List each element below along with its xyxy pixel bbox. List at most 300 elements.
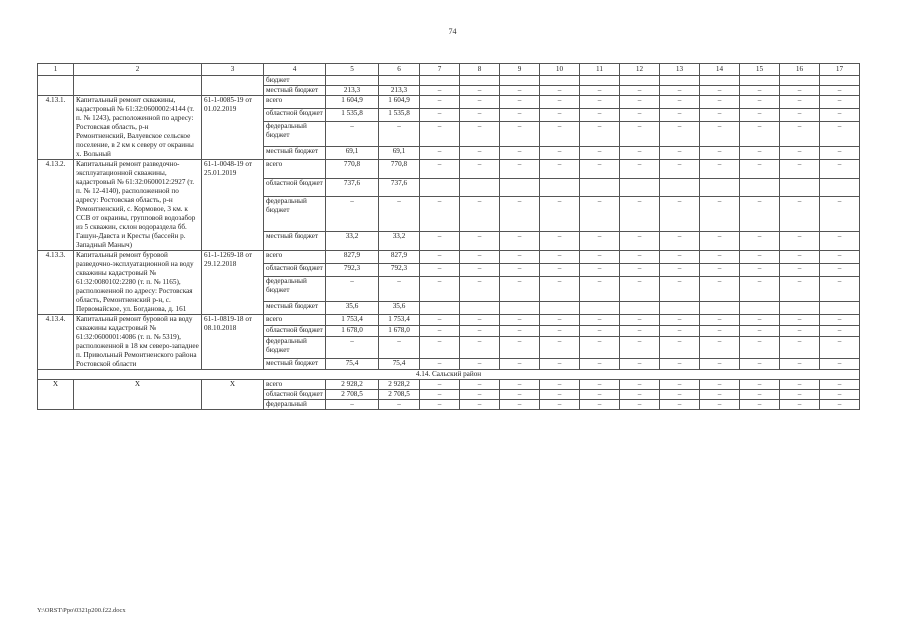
funding-source: местный бюджет — [264, 86, 326, 96]
year-value: – — [540, 400, 580, 410]
year-value — [540, 76, 580, 86]
year-value: – — [740, 390, 780, 400]
year-value: – — [580, 264, 620, 277]
year-value: – — [500, 315, 540, 326]
funding-source: всего — [264, 251, 326, 264]
year-value: – — [420, 160, 460, 179]
column-number-header: 1 — [38, 64, 74, 76]
year-value: – — [660, 86, 700, 96]
year-value: – — [540, 86, 580, 96]
year-value: – — [420, 315, 460, 326]
year-value: – — [620, 122, 660, 147]
year-value: – — [500, 109, 540, 122]
year-value: – — [620, 96, 660, 109]
expertise-document: Х — [202, 380, 264, 410]
total-value: 213,3 — [326, 86, 379, 96]
year-value: – — [460, 232, 500, 251]
column-number-header: 9 — [500, 64, 540, 76]
year-value: – — [820, 251, 860, 264]
year-value: – — [780, 337, 820, 358]
year-value: – — [540, 358, 580, 369]
year-value: – — [420, 232, 460, 251]
year-value — [660, 76, 700, 86]
year-value: 33,2 — [379, 232, 420, 251]
total-value — [326, 76, 379, 86]
year-value: – — [460, 337, 500, 358]
year-value: – — [580, 96, 620, 109]
year-value: – — [740, 380, 780, 390]
year-value: – — [820, 315, 860, 326]
total-value: 33,2 — [326, 232, 379, 251]
year-value: – — [660, 122, 700, 147]
funding-source: областной бюджет — [264, 326, 326, 337]
year-value: – — [660, 315, 700, 326]
year-value: – — [740, 326, 780, 337]
year-value: – — [820, 160, 860, 179]
year-value: – — [500, 232, 540, 251]
year-value: – — [580, 197, 620, 232]
year-value: – — [700, 264, 740, 277]
year-value — [740, 178, 780, 197]
year-value: – — [620, 86, 660, 96]
year-value: – — [460, 358, 500, 369]
total-value: 2 928,2 — [326, 380, 379, 390]
year-value — [660, 301, 700, 314]
funding-source: всего — [264, 315, 326, 326]
year-value: 35,6 — [379, 301, 420, 314]
year-value — [540, 178, 580, 197]
year-value — [420, 301, 460, 314]
column-number-header: 11 — [580, 64, 620, 76]
funding-source: местный бюджет — [264, 301, 326, 314]
year-value: 69,1 — [379, 146, 420, 159]
year-value — [540, 301, 580, 314]
year-value: – — [700, 109, 740, 122]
year-value: – — [620, 337, 660, 358]
year-value: – — [700, 251, 740, 264]
column-number-header: 10 — [540, 64, 580, 76]
year-value: 2 928,2 — [379, 380, 420, 390]
year-value: – — [780, 96, 820, 109]
year-value: 1 753,4 — [379, 315, 420, 326]
year-value: – — [740, 109, 780, 122]
year-value: – — [780, 146, 820, 159]
total-value: 1 604,9 — [326, 96, 379, 109]
year-value: – — [780, 358, 820, 369]
column-number-header: 3 — [202, 64, 264, 76]
year-value: – — [420, 197, 460, 232]
year-value: – — [780, 315, 820, 326]
total-value: 1 535,8 — [326, 109, 379, 122]
funding-source: областной бюджет — [264, 109, 326, 122]
year-value: – — [820, 358, 860, 369]
year-value: 2 708,5 — [379, 390, 420, 400]
year-value: – — [620, 315, 660, 326]
column-number-header: 12 — [620, 64, 660, 76]
year-value: – — [700, 197, 740, 232]
year-value: – — [420, 358, 460, 369]
item-number: 4.13.4. — [38, 315, 74, 370]
column-number-header: 4 — [264, 64, 326, 76]
year-value — [460, 301, 500, 314]
year-value: – — [500, 337, 540, 358]
table-row — [38, 380, 860, 390]
year-value: – — [580, 232, 620, 251]
year-value: – — [580, 109, 620, 122]
year-value: – — [580, 122, 620, 147]
year-value: – — [580, 315, 620, 326]
table-row — [38, 76, 860, 86]
column-number-header: 8 — [460, 64, 500, 76]
year-value: – — [580, 326, 620, 337]
item-number: Х — [38, 380, 74, 410]
year-value — [780, 76, 820, 86]
year-value: – — [780, 232, 820, 251]
year-value: – — [660, 400, 700, 410]
year-value: – — [460, 109, 500, 122]
year-value: – — [740, 264, 780, 277]
funding-source: местный бюджет — [264, 358, 326, 369]
year-value — [500, 76, 540, 86]
year-value — [500, 301, 540, 314]
funding-source: всего — [264, 160, 326, 179]
year-value: – — [540, 326, 580, 337]
year-value: – — [420, 390, 460, 400]
year-value: – — [620, 400, 660, 410]
funding-source: местный бюджет — [264, 146, 326, 159]
year-value: – — [780, 264, 820, 277]
total-value: 792,3 — [326, 264, 379, 277]
year-value — [620, 301, 660, 314]
year-value — [500, 178, 540, 197]
year-value: – — [620, 146, 660, 159]
year-value: 827,9 — [379, 251, 420, 264]
funding-source: всего — [264, 96, 326, 109]
year-value — [780, 301, 820, 314]
year-value: – — [820, 380, 860, 390]
year-value: – — [740, 315, 780, 326]
year-value: – — [500, 160, 540, 179]
year-value: – — [620, 109, 660, 122]
page-number: 74 — [448, 27, 457, 36]
year-value: – — [620, 197, 660, 232]
column-number-header: 5 — [326, 64, 379, 76]
year-value: – — [379, 122, 420, 147]
year-value: – — [500, 86, 540, 96]
year-value: – — [660, 232, 700, 251]
year-value: – — [580, 277, 620, 302]
year-value: – — [700, 315, 740, 326]
year-value: – — [700, 160, 740, 179]
item-description: Х — [74, 380, 202, 410]
year-value: – — [700, 390, 740, 400]
file-path-footer: Y:\ORST\Ppo\0321p200.f22.docx — [37, 607, 126, 614]
year-value — [580, 76, 620, 86]
funding-source: всего — [264, 380, 326, 390]
year-value: – — [420, 122, 460, 147]
funding-source: бюджет — [264, 76, 326, 86]
total-value: 75,4 — [326, 358, 379, 369]
year-value: – — [700, 358, 740, 369]
item-number: 4.13.3. — [38, 251, 74, 315]
year-value: – — [379, 277, 420, 302]
year-value: – — [620, 160, 660, 179]
item-number: 4.13.1. — [38, 96, 74, 160]
funding-source: федеральный бюджет — [264, 277, 326, 302]
year-value: – — [540, 197, 580, 232]
year-value: – — [660, 109, 700, 122]
year-value: – — [780, 380, 820, 390]
column-number-header: 15 — [740, 64, 780, 76]
year-value: – — [780, 277, 820, 302]
total-value: 1 753,4 — [326, 315, 379, 326]
year-value: – — [660, 251, 700, 264]
year-value: – — [420, 277, 460, 302]
total-value: 35,6 — [326, 301, 379, 314]
year-value — [740, 301, 780, 314]
year-value: – — [780, 122, 820, 147]
year-value: – — [580, 400, 620, 410]
total-value: 2 708,5 — [326, 390, 379, 400]
year-value: – — [540, 160, 580, 179]
year-value: – — [420, 86, 460, 96]
year-value: – — [460, 380, 500, 390]
year-value: – — [820, 122, 860, 147]
year-value: – — [580, 390, 620, 400]
year-value: – — [820, 232, 860, 251]
year-value: – — [740, 232, 780, 251]
year-value: – — [460, 264, 500, 277]
year-value: – — [420, 337, 460, 358]
year-value: 770,8 — [379, 160, 420, 179]
year-value: – — [540, 96, 580, 109]
year-value: – — [500, 251, 540, 264]
year-value: – — [740, 400, 780, 410]
year-value: – — [500, 122, 540, 147]
year-value: – — [740, 197, 780, 232]
year-value: – — [740, 358, 780, 369]
year-value: – — [660, 358, 700, 369]
year-value: – — [700, 86, 740, 96]
section-row — [38, 370, 860, 380]
year-value: – — [700, 326, 740, 337]
total-value: – — [326, 277, 379, 302]
total-value: 770,8 — [326, 160, 379, 179]
year-value: 737,6 — [379, 178, 420, 197]
year-value — [820, 301, 860, 314]
column-number-header: 7 — [420, 64, 460, 76]
total-value: – — [326, 337, 379, 358]
year-value — [740, 76, 780, 86]
year-value: – — [660, 380, 700, 390]
year-value: – — [460, 197, 500, 232]
year-value: – — [620, 264, 660, 277]
year-value: – — [540, 109, 580, 122]
year-value: – — [620, 380, 660, 390]
year-value — [580, 301, 620, 314]
year-value: – — [540, 390, 580, 400]
year-value: – — [820, 96, 860, 109]
total-value: – — [326, 197, 379, 232]
item-description: Капитальный ремонт скважины, кадастровый № 61:32:0600002:4144 (т. п. № 1243), расположенной по адресу: Ростовская область, р-н Ремонтненский, Валуевское сельское поселение, в 2 км к северу от окраины х. Вольный — [74, 96, 202, 160]
year-value: – — [420, 251, 460, 264]
year-value: – — [460, 277, 500, 302]
year-value — [420, 178, 460, 197]
year-value — [460, 76, 500, 86]
year-value: – — [820, 146, 860, 159]
year-value: – — [740, 122, 780, 147]
year-value: – — [580, 86, 620, 96]
year-value: – — [460, 390, 500, 400]
year-value: – — [420, 96, 460, 109]
funding-source: федеральный бюджет — [264, 122, 326, 147]
year-value: – — [420, 380, 460, 390]
year-value: – — [540, 277, 580, 302]
year-value — [700, 301, 740, 314]
year-value: – — [660, 326, 700, 337]
year-value: – — [540, 122, 580, 147]
year-value — [420, 76, 460, 86]
year-value: – — [540, 315, 580, 326]
year-value: – — [700, 146, 740, 159]
year-value: – — [540, 337, 580, 358]
year-value: – — [460, 122, 500, 147]
year-value: – — [500, 390, 540, 400]
budget-table — [37, 63, 860, 410]
column-number-header: 14 — [700, 64, 740, 76]
year-value: – — [540, 146, 580, 159]
year-value: – — [820, 197, 860, 232]
year-value: – — [620, 358, 660, 369]
year-value: – — [500, 380, 540, 390]
year-value: – — [740, 86, 780, 96]
year-value: – — [820, 264, 860, 277]
year-value — [379, 76, 420, 86]
table-row — [38, 96, 860, 109]
year-value: – — [460, 160, 500, 179]
year-value — [620, 76, 660, 86]
year-value: – — [420, 326, 460, 337]
year-value: – — [420, 146, 460, 159]
year-value: – — [460, 326, 500, 337]
year-value: – — [660, 160, 700, 179]
year-value: – — [500, 264, 540, 277]
funding-source: федеральный бюджет — [264, 337, 326, 358]
year-value: – — [379, 197, 420, 232]
year-value: – — [700, 122, 740, 147]
funding-source: федеральный — [264, 400, 326, 410]
year-value: – — [820, 277, 860, 302]
year-value: – — [700, 232, 740, 251]
year-value: – — [500, 146, 540, 159]
section-title: 4.14. Сальский район — [38, 370, 860, 380]
year-value: – — [379, 400, 420, 410]
year-value: – — [500, 197, 540, 232]
year-value — [660, 178, 700, 197]
year-value: – — [620, 277, 660, 302]
expertise-document — [202, 76, 264, 96]
year-value: – — [820, 400, 860, 410]
year-value: – — [500, 96, 540, 109]
year-value: – — [780, 326, 820, 337]
year-value: – — [620, 251, 660, 264]
table-row — [38, 160, 860, 179]
funding-source: местный бюджет — [264, 232, 326, 251]
year-value: – — [620, 390, 660, 400]
year-value: – — [500, 358, 540, 369]
table-row — [38, 315, 860, 326]
year-value: – — [700, 400, 740, 410]
year-value: – — [660, 96, 700, 109]
year-value: – — [580, 146, 620, 159]
item-description: Капитальный ремонт буровой разведочно-эксплуатационной на воду скважины кадастровый № 61:32:0080102:2280 (т. п. № 1165), расположенной по адресу: Ростовская область, Ремонтненский р-н, с. Первомайское, ул. Богданова, д. 161 — [74, 251, 202, 315]
total-value: 737,6 — [326, 178, 379, 197]
year-value: – — [540, 251, 580, 264]
year-value — [820, 76, 860, 86]
year-value: – — [500, 326, 540, 337]
year-value: – — [660, 390, 700, 400]
total-value: – — [326, 400, 379, 410]
item-number — [38, 76, 74, 96]
column-number-header: 17 — [820, 64, 860, 76]
year-value — [620, 178, 660, 197]
year-value: – — [540, 232, 580, 251]
year-value: – — [580, 160, 620, 179]
year-value: – — [780, 109, 820, 122]
expertise-document: 61-1-0819-18 от 08.10.2018 — [202, 315, 264, 370]
expertise-document: 61-1-0085-19 от 01.02.2019 — [202, 96, 264, 160]
column-number-header: 2 — [74, 64, 202, 76]
year-value: – — [700, 96, 740, 109]
year-value — [700, 76, 740, 86]
item-description: Капитальный ремонт разведочно-эксплуатационной скважины, кадастровый № 61:32:0600012:2927 (т. п. № 12-4140), расположенной по адресу: Ростовская область, р-н Ремонтненский, с. Кормовое, 3 км. к ССВ от окраины, групповой водозабор из 5 скважин, склон водораздела бб. Гашун-Давста и Кресты (бассейн р. Западный Маныч) — [74, 160, 202, 251]
item-number: 4.13.2. — [38, 160, 74, 251]
year-value: – — [420, 109, 460, 122]
funding-source: областной бюджет — [264, 390, 326, 400]
year-value: – — [820, 86, 860, 96]
year-value: – — [820, 326, 860, 337]
year-value: 1 535,8 — [379, 109, 420, 122]
year-value — [460, 178, 500, 197]
year-value: 213,3 — [379, 86, 420, 96]
year-value: – — [780, 197, 820, 232]
header-row — [38, 64, 860, 76]
year-value — [820, 178, 860, 197]
year-value: – — [500, 400, 540, 410]
item-description: Капитальный ремонт буровой на воду скважины кадастровый № 61:32:0600001:4086 (т. п. № 5319), расположенной в 18 км северо-западнее п. Привольный Ремонтненского района Ростовской области — [74, 315, 202, 370]
year-value: – — [820, 390, 860, 400]
year-value: – — [500, 277, 540, 302]
year-value: – — [660, 277, 700, 302]
year-value: – — [780, 86, 820, 96]
year-value: – — [660, 264, 700, 277]
year-value — [700, 178, 740, 197]
year-value: – — [540, 264, 580, 277]
year-value: – — [700, 337, 740, 358]
funding-source: федеральный бюджет — [264, 197, 326, 232]
year-value — [780, 178, 820, 197]
expertise-document: 61-1-1269-18 от 29.12.2018 — [202, 251, 264, 315]
total-value: 827,9 — [326, 251, 379, 264]
expertise-document: 61-1-0048-19 от 25.01.2019 — [202, 160, 264, 251]
column-number-header: 16 — [780, 64, 820, 76]
year-value: – — [740, 277, 780, 302]
total-value: – — [326, 122, 379, 147]
year-value: 75,4 — [379, 358, 420, 369]
year-value: – — [820, 109, 860, 122]
year-value: – — [780, 160, 820, 179]
year-value: – — [740, 337, 780, 358]
